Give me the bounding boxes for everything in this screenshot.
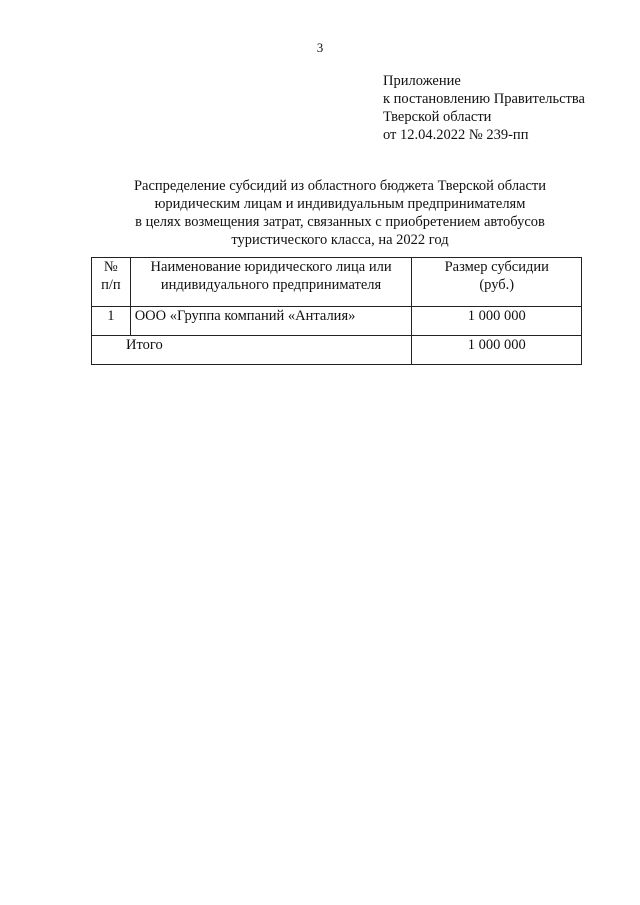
- header-num-line-1: №: [103, 259, 118, 275]
- title-line-2: юридическим лицам и индивидуальным предпринимателям: [154, 196, 526, 212]
- header-amount-line-1: Размер субсидии: [444, 259, 549, 275]
- header-name: [130, 258, 412, 307]
- appendix-line-2: к постановлению Правительства: [383, 91, 585, 107]
- title-line-1: Распределение субсидий из областного бюджета Тверской области: [133, 178, 547, 194]
- header-num-line-2: п/п: [101, 277, 121, 293]
- appendix-line-3: Тверской области: [383, 109, 492, 125]
- table-total-row: [92, 336, 582, 365]
- appendix-line-1: Приложение: [383, 73, 461, 89]
- row-amount: 1 000 000: [412, 307, 582, 336]
- appendix-header: [383, 72, 585, 144]
- header-amount: [412, 258, 582, 307]
- header-name-line-1: Наименование юридического лица или: [150, 259, 392, 275]
- row-name: ООО «Группа компаний «Анталия»: [130, 307, 412, 336]
- total-label: Итого: [92, 336, 412, 365]
- total-amount: 1 000 000: [412, 336, 582, 365]
- title-line-4: туристического класса, на 2022 год: [231, 232, 449, 248]
- title-line-3: в целях возмещения затрат, связанных с приобретением автобусов: [135, 214, 545, 230]
- header-num: [92, 258, 131, 307]
- page-number: 3: [316, 40, 324, 55]
- header-name-line-2: индивидуального предпринимателя: [160, 277, 382, 293]
- header-amount-line-2: (руб.): [479, 277, 515, 293]
- table-row: [92, 307, 582, 336]
- appendix-line-4: от 12.04.2022 № 239-пп: [383, 127, 529, 143]
- subsidy-table: [91, 257, 582, 365]
- table-header-row: [92, 258, 582, 307]
- row-num: 1: [92, 307, 131, 336]
- document-title: [60, 177, 620, 249]
